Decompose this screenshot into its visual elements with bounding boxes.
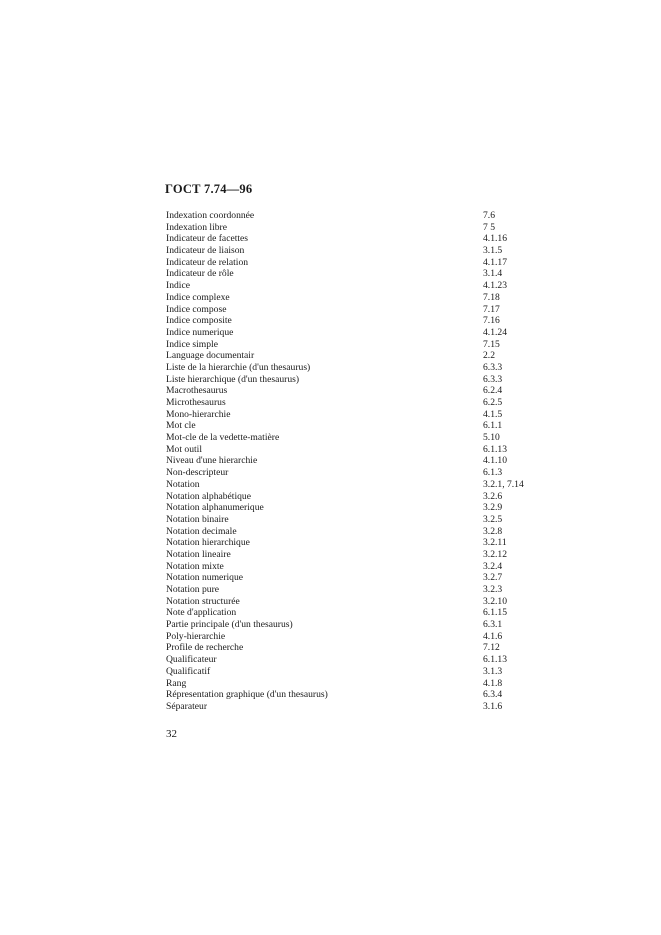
index-entry <box>166 292 546 304</box>
index-reference: 7.12 <box>483 642 500 654</box>
index-reference: 4.1.6 <box>483 630 503 642</box>
index-reference: 4.1.10 <box>483 455 507 467</box>
index-entry <box>166 607 546 619</box>
index-term: Indice simple <box>166 338 218 350</box>
index-entry <box>166 666 546 678</box>
index-reference: 4.1.8 <box>483 677 503 689</box>
index-term: Microthesaurus <box>166 397 226 408</box>
index-entry <box>166 561 546 573</box>
index-term: Indice complexe <box>166 291 230 303</box>
index-entry <box>166 514 546 526</box>
index-entry <box>166 631 546 643</box>
index-term: Notation decimale <box>166 525 237 537</box>
index-entry <box>166 537 546 549</box>
index-entry <box>166 678 546 690</box>
term-index-list <box>166 210 546 713</box>
index-term: Indicateur de facettes <box>166 233 249 245</box>
index-reference: 3.1.4 <box>483 268 503 280</box>
index-entry <box>166 549 546 561</box>
index-term: Notation numerique <box>166 572 243 584</box>
index-entry <box>166 455 546 467</box>
index-term: Répresentation graphique (d'un thesaurus) <box>166 689 328 701</box>
index-entry <box>166 584 546 596</box>
index-term: Indice <box>166 280 190 292</box>
index-entry <box>166 315 546 327</box>
index-entry <box>166 596 546 608</box>
index-reference: 2.2 <box>483 350 495 362</box>
index-reference: 6.3.3 <box>483 361 503 373</box>
index-reference: 6.2.4 <box>483 385 503 397</box>
index-reference: 7 5 <box>483 221 495 233</box>
index-term: Indice numerique <box>166 326 234 338</box>
index-term: Notation hierarchique <box>166 537 250 549</box>
index-entry <box>166 526 546 538</box>
index-reference: 3.2.6 <box>483 490 503 502</box>
index-reference: 3.2.11 <box>483 537 507 549</box>
index-term: Notation mixte <box>166 560 224 572</box>
index-reference: 4.1.23 <box>483 280 507 292</box>
index-term: Notation binaire <box>166 513 229 525</box>
index-entry <box>166 362 546 374</box>
index-entry <box>166 654 546 666</box>
index-reference: 3.1.6 <box>483 700 503 712</box>
index-term: Notation structurée <box>166 595 240 607</box>
index-reference: 3.2.4 <box>483 560 503 572</box>
index-term: Notation pure <box>166 584 220 595</box>
index-reference: 6.3.4 <box>483 689 503 701</box>
index-term: Notation alphanumerique <box>166 502 264 514</box>
index-reference: 7.16 <box>483 315 500 327</box>
index-term: Mot cle <box>166 420 196 432</box>
index-entry <box>166 257 546 269</box>
index-term: Non-descripteur <box>166 467 229 479</box>
index-term: Partie principale (d'un thesaurus) <box>166 619 293 631</box>
index-entry <box>166 491 546 503</box>
index-reference: 6.1.1 <box>483 420 503 432</box>
index-reference: 7.17 <box>483 303 500 315</box>
index-reference: 4.1.17 <box>483 256 507 268</box>
index-entry <box>166 339 546 351</box>
index-entry <box>166 479 546 491</box>
index-entry <box>166 409 546 421</box>
index-entry <box>166 420 546 432</box>
index-entry <box>166 619 546 631</box>
index-term: Note d'application <box>166 607 237 619</box>
index-entry <box>166 245 546 257</box>
index-reference: 7.15 <box>483 338 500 350</box>
index-term: Notation alphabétique <box>166 490 251 502</box>
index-term: Language documentair <box>166 350 255 362</box>
index-term: Macrothesaurus <box>166 385 228 397</box>
index-term: Mono-hierarchie <box>166 408 231 420</box>
index-reference: 6.1.15 <box>483 607 507 619</box>
index-entry <box>166 233 546 245</box>
index-reference: 3.1.3 <box>483 665 503 677</box>
index-term: Mot outil <box>166 443 202 455</box>
index-reference: 6.1.3 <box>483 467 503 479</box>
index-term: Liste de la hierarchie (d'un thesaurus) <box>166 361 311 373</box>
index-entry <box>166 642 546 654</box>
index-term: Indexation coordonnée <box>166 210 255 221</box>
index-term: Niveau d'une hierarchie <box>166 455 258 467</box>
index-reference: 5.10 <box>483 432 500 444</box>
index-entry <box>166 444 546 456</box>
index-term: Indicateur de relation <box>166 256 249 268</box>
index-entry <box>166 268 546 280</box>
index-term: Séparateur <box>166 700 208 712</box>
page-number: 32 <box>166 728 177 740</box>
index-entry <box>166 374 546 386</box>
index-entry <box>166 467 546 479</box>
index-term: Poly-hierarchie <box>166 630 226 642</box>
index-reference: 7.6 <box>483 210 495 221</box>
index-entry <box>166 210 546 222</box>
index-reference: 6.2.5 <box>483 397 503 408</box>
index-reference: 3.1.5 <box>483 245 503 257</box>
index-entry <box>166 397 546 409</box>
index-entry <box>166 350 546 362</box>
index-reference: 3.2.10 <box>483 595 507 607</box>
index-reference: 4.1.16 <box>483 233 507 245</box>
index-term: Indexation libre <box>166 221 228 233</box>
index-reference: 3.2.8 <box>483 525 503 537</box>
index-entry <box>166 689 546 701</box>
index-term: Qualificateur <box>166 654 217 666</box>
index-term: Liste hierarchique (d'un thesaurus) <box>166 373 300 385</box>
index-reference: 6.3.3 <box>483 373 503 385</box>
index-term: Indicateur de rôle <box>166 268 234 280</box>
index-reference: 3.2.1, 7.14 <box>483 478 524 490</box>
index-term: Indice composite <box>166 315 232 327</box>
index-entry <box>166 222 546 234</box>
index-term: Profile de recherche <box>166 642 244 654</box>
index-reference: 3.2.9 <box>483 502 503 514</box>
index-reference: 3.2.5 <box>483 513 503 525</box>
index-entry <box>166 572 546 584</box>
document-header: ГОСТ 7.74—96 <box>165 182 253 196</box>
index-entry <box>166 385 546 397</box>
index-entry <box>166 502 546 514</box>
index-reference: 4.1.24 <box>483 326 507 338</box>
index-entry <box>166 701 546 713</box>
index-reference: 3.2.7 <box>483 572 503 584</box>
index-entry <box>166 432 546 444</box>
index-term: Mot-cle de la vedette-matière <box>166 432 280 444</box>
index-term: Qualificatif <box>166 665 211 677</box>
index-term: Notation <box>166 478 200 490</box>
index-term: Rang <box>166 677 187 689</box>
index-reference: 6.1.13 <box>483 443 507 455</box>
index-term: Indicateur de liaison <box>166 245 245 257</box>
index-reference: 7.18 <box>483 291 500 303</box>
index-reference: 6.1.13 <box>483 654 507 666</box>
index-entry <box>166 280 546 292</box>
index-term: Indice compose <box>166 303 227 315</box>
index-reference: 3.2.3 <box>483 584 503 595</box>
index-term: Notation lineaire <box>166 548 231 560</box>
index-reference: 4.1.5 <box>483 408 503 420</box>
index-entry <box>166 327 546 339</box>
index-reference: 3.2.12 <box>483 548 507 560</box>
index-entry <box>166 304 546 316</box>
index-reference: 6.3.1 <box>483 619 503 631</box>
